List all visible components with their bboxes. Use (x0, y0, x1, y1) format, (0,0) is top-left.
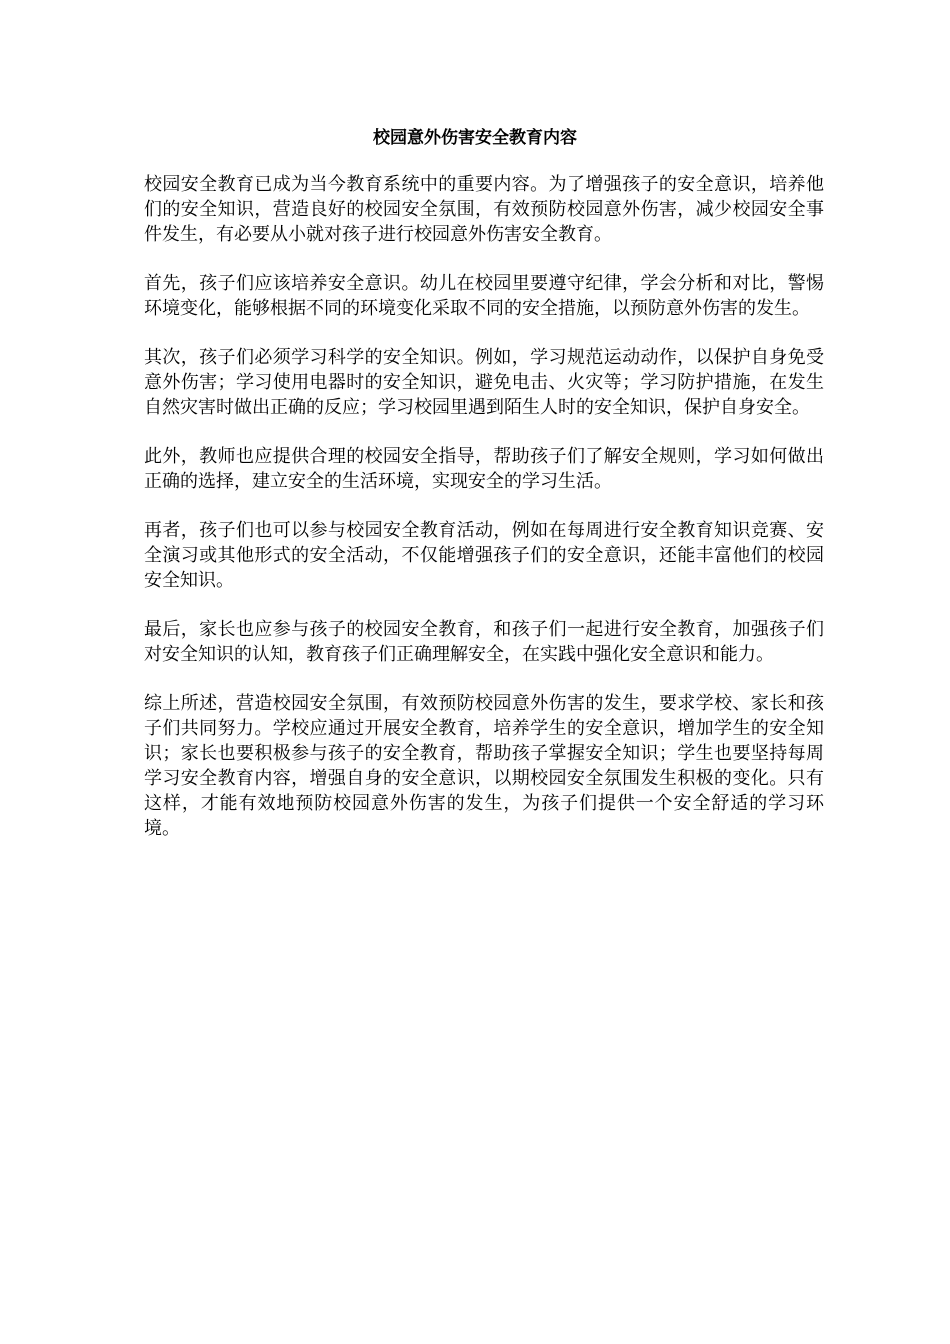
paragraph-intro: 校园安全教育已成为当今教育系统中的重要内容。为了增强孩子的安全意识，培养他们的安全知识，营造良好的校园安全氛围，有效预防校园意外伤害，减少校园安全事件发生，有必要从小就对孩子进行校园意外伤害安全教育。 (144, 174, 824, 245)
paragraph-second: 其次，孩子们必须学习科学的安全知识。例如，学习规范运动动作，以保护自身免受意外伤害；学习使用电器时的安全知识，避免电击、火灾等；学习防护措施，在发生自然灾害时做出正确的反应；学习校园里遇到陌生人时的安全知识，保护自身安全。 (144, 347, 824, 418)
paragraph-teachers: 此外，教师也应提供合理的校园安全指导，帮助孩子们了解安全规则，学习如何做出正确的选择，建立安全的生活环境，实现安全的学习生活。 (144, 446, 824, 492)
document-title: 校园意外伤害安全教育内容 (373, 128, 577, 148)
paragraph-parents: 最后，家长也应参与孩子的校园安全教育，和孩子们一起进行安全教育，加强孩子们对安全知识的认知，教育孩子们正确理解安全，在实践中强化安全意识和能力。 (144, 619, 824, 665)
document-body (144, 172, 824, 865)
paragraph-first: 首先，孩子们应该培养安全意识。幼儿在校园里要遵守纪律，学会分析和对比，警惕环境变化，能够根据不同的环境变化采取不同的安全措施，以预防意外伤害的发生。 (144, 273, 824, 319)
paragraph-activities: 再者，孩子们也可以参与校园安全教育活动，例如在每周进行安全教育知识竞赛、安全演习或其他形式的安全活动，不仅能增强孩子们的安全意识，还能丰富他们的校园安全知识。 (144, 520, 824, 591)
paragraph-conclusion: 综上所述，营造校园安全氛围，有效预防校园意外伤害的发生，要求学校、家长和孩子们共同努力。学校应通过开展安全教育，培养学生的安全意识，增加学生的安全知识；家长也要积极参与孩子的安全教育，帮助孩子掌握安全知识；学生也要坚持每周学习安全教育内容，增强自身的安全意识，以期校园安全氛围发生积极的变化。只有这样，才能有效地预防校园意外伤害的发生，为孩子们提供一个安全舒适的学习环境。 (144, 693, 824, 839)
